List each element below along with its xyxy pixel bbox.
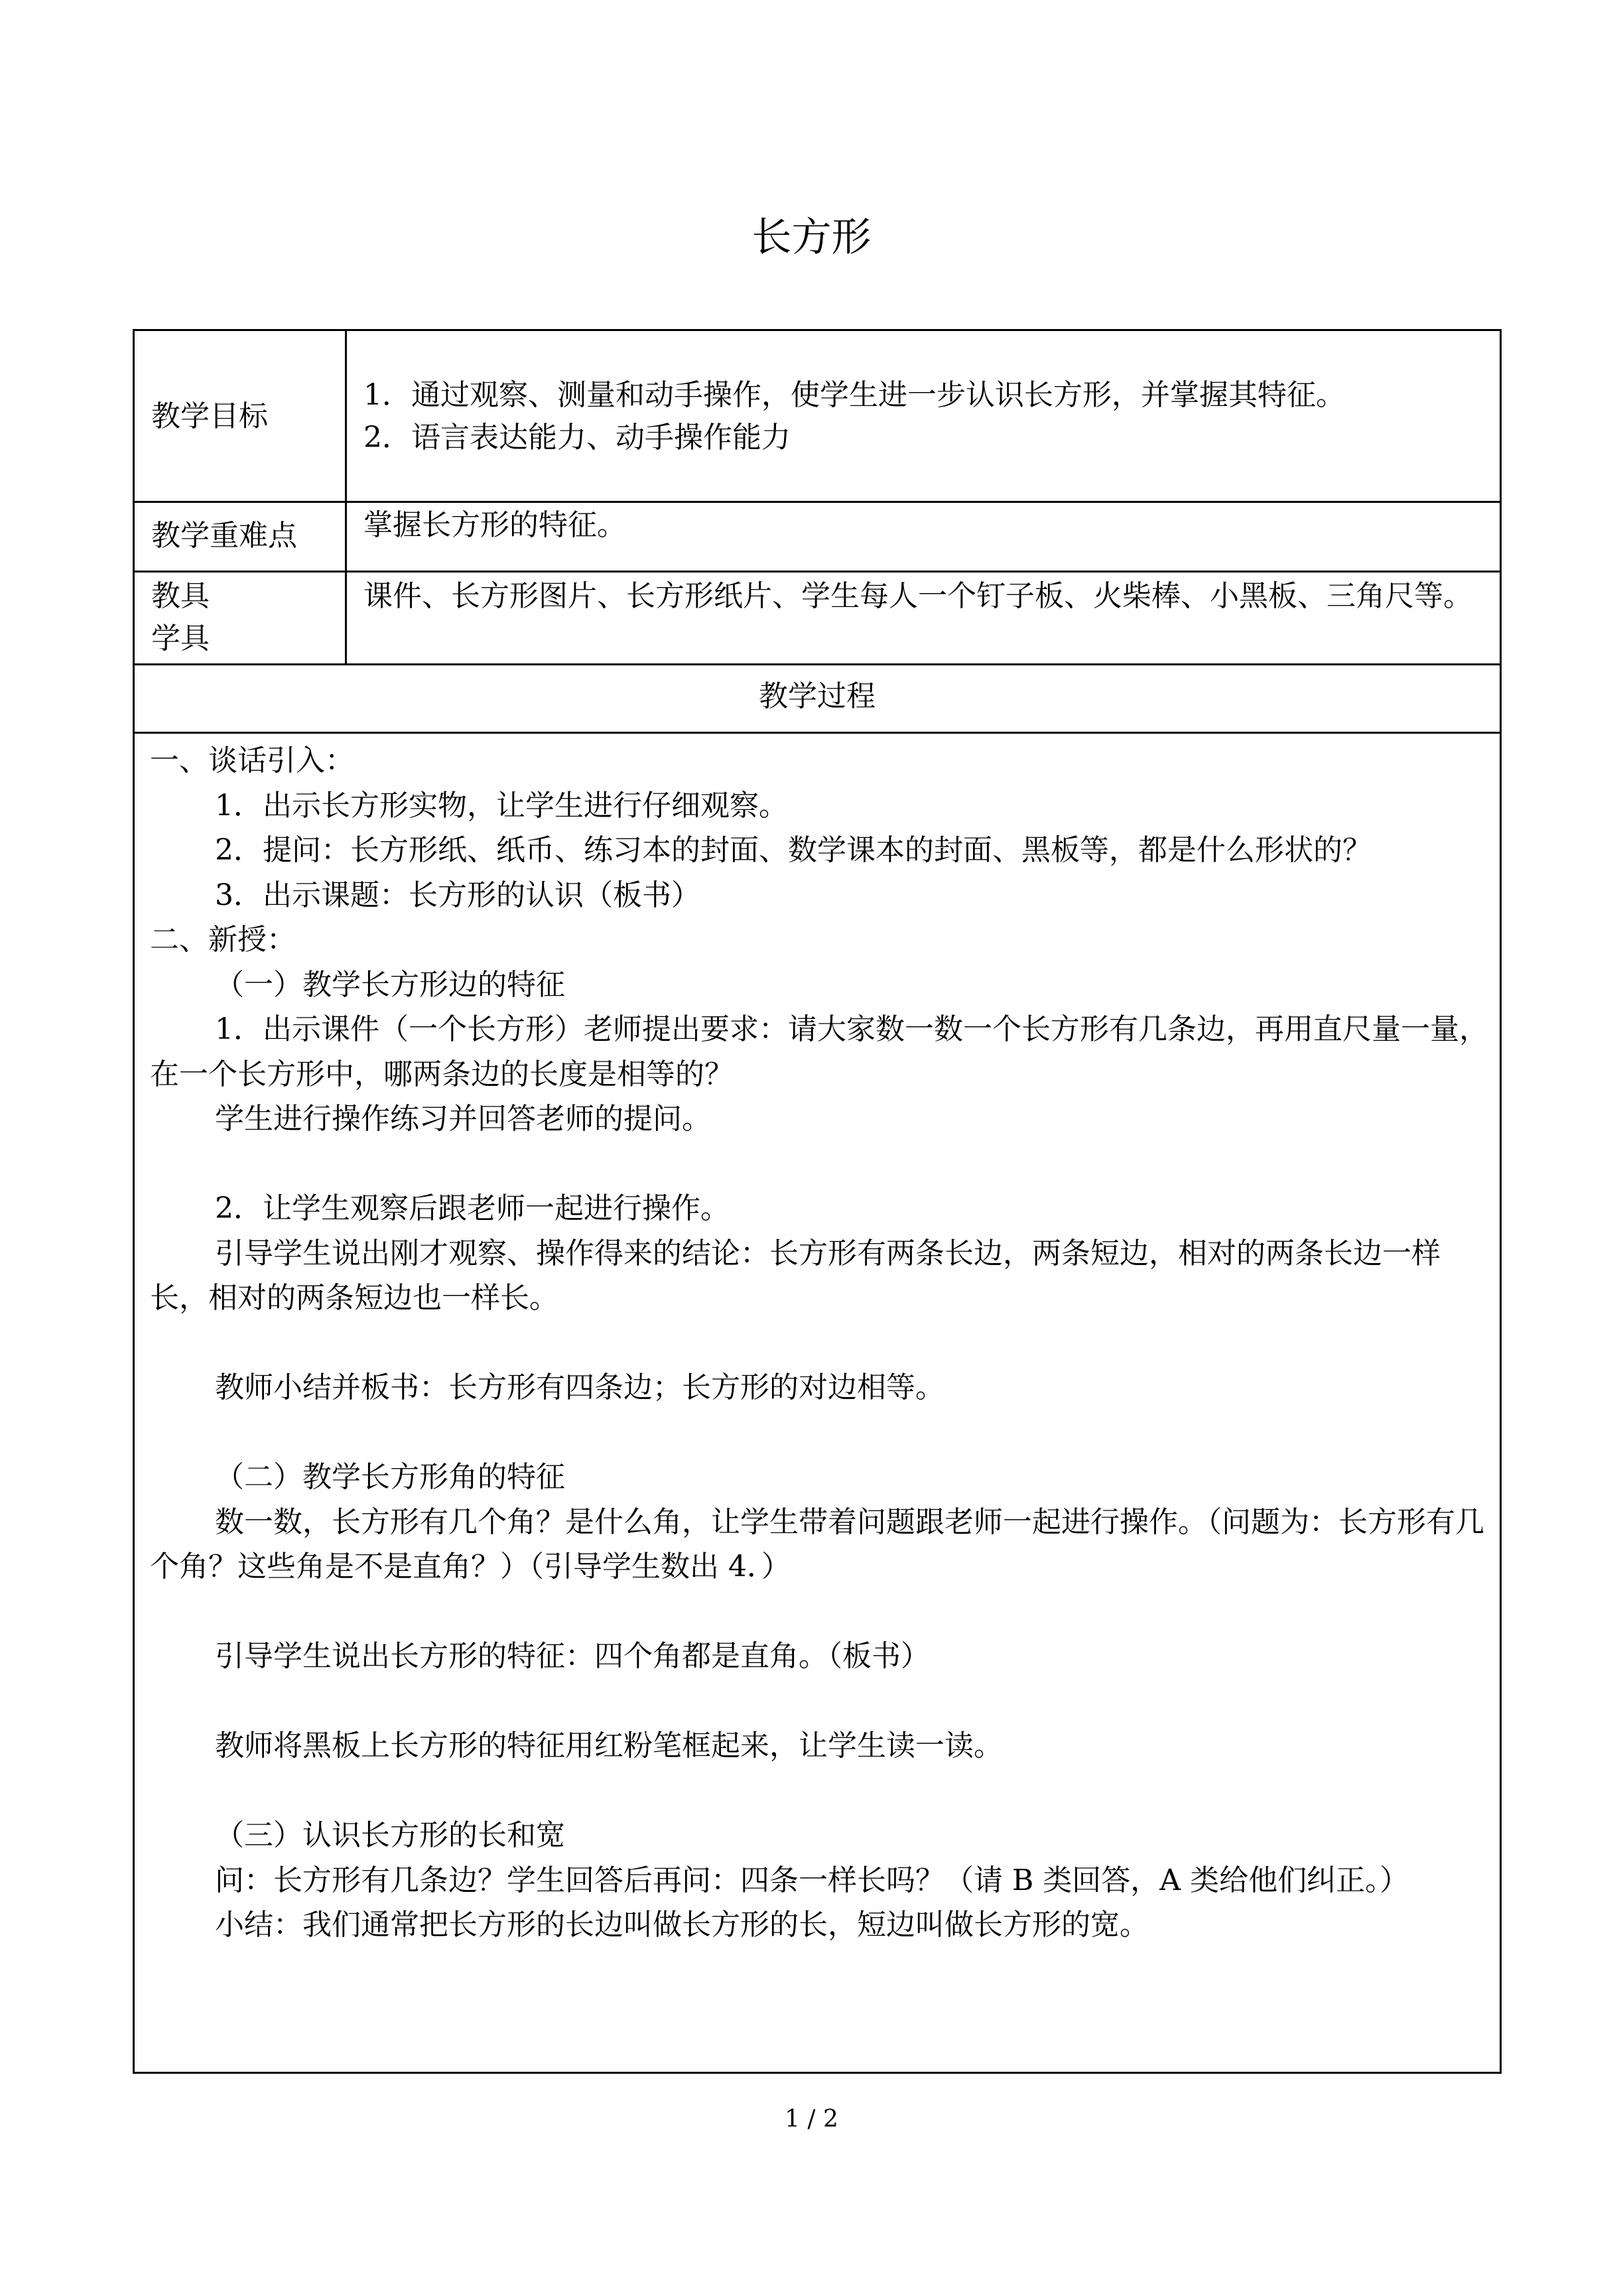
table-divider [133,732,1502,734]
subsection-heading: （二）教学长方形角的特征 [215,1460,565,1494]
process-paragraph: 引导学生说出刚才观察、操作得来的结论：长方形有两条长边，两条短边，相对的两条长边一样长，相对的两条短边也一样长。 [150,1236,1441,1315]
process-body [150,738,1490,1948]
process-paragraph: 教师将黑板上长方形的特征用红粉笔框起来，让学生读一读。 [215,1729,1003,1763]
blank-line [150,1410,1490,1455]
blank-line [150,1769,1490,1814]
process-paragraph: 1．出示课件（一个长方形）老师提出要求：请大家数一数一个长方形有几条边，再用直尺量一量，在一个长方形中，哪两条边的长度是相等的？ [150,1012,1488,1091]
process-paragraph: 2．让学生观察后跟老师一起进行操作。 [215,1191,730,1225]
process-heading: 教学过程 [759,679,876,713]
row-label-objectives: 教学目标 [151,399,268,433]
row-label-teaching-aids: 教具 [151,579,210,613]
process-paragraph: 数一数，长方形有几个角？是什么角，让学生带着问题跟老师一起进行操作。（问题为：长方形有几个角？这些角是不是直角？）（引导学生数出 4．） [150,1505,1484,1584]
page-title: 长方形 [751,214,872,261]
blank-line [150,1142,1490,1187]
process-paragraph: 3．出示课题：长方形的认识（板书） [215,878,700,912]
table-divider [133,663,1502,665]
page-number: 1 / 2 [785,2106,838,2133]
key-point-line: 掌握长方形的特征。 [363,508,626,542]
process-paragraph: 问：长方形有几条边？学生回答后再问：四条一样长吗？（请 B 类回答，A 类给他们纠正。） [215,1863,1409,1897]
row-content-aids [363,575,1491,618]
objective-line: 1．通过观察、测量和动手操作，使学生进一步认识长方形，并掌握其特征。 [363,378,1345,412]
blank-line [150,1679,1490,1724]
subsection-heading: （三）认识长方形的长和宽 [215,1818,565,1852]
section-heading: 二、新授： [150,923,296,957]
process-paragraph: 1．出示长方形实物，让学生进行仔细观察。 [215,788,788,823]
row-label-learning-aids: 学具 [151,622,210,655]
row-label-key-points: 教学重难点 [151,519,297,553]
blank-line [150,1321,1490,1366]
blank-line [150,1589,1490,1635]
table-divider [133,501,1502,503]
process-paragraph: 2．提问：长方形纸、纸币、练习本的封面、数学课本的封面、黑板等，都是什么形状的？ [215,833,1372,867]
row-content-key-points [363,504,1491,547]
process-paragraph: 学生进行操作练习并回答老师的提问。 [215,1102,711,1136]
process-paragraph: 引导学生说出长方形的特征：四个角都是直角。（板书） [215,1639,930,1673]
objective-line: 2．语言表达能力、动手操作能力 [363,421,791,454]
table-divider [133,571,1502,573]
aids-text: 课件、长方形图片、长方形纸片、学生每人一个钉子板、火柴棒、小黑板、三角尺等。 [363,579,1472,613]
process-paragraph: 小结：我们通常把长方形的长边叫做长方形的长，短边叫做长方形的宽。 [215,1908,1149,1942]
section-heading: 一、谈话引入： [150,744,354,777]
row-content-objectives [363,374,1491,459]
column-divider [345,329,347,665]
process-paragraph: 教师小结并板书：长方形有四条边；长方形的对边相等。 [215,1371,944,1404]
subsection-heading: （一）教学长方形边的特征 [215,967,565,1002]
